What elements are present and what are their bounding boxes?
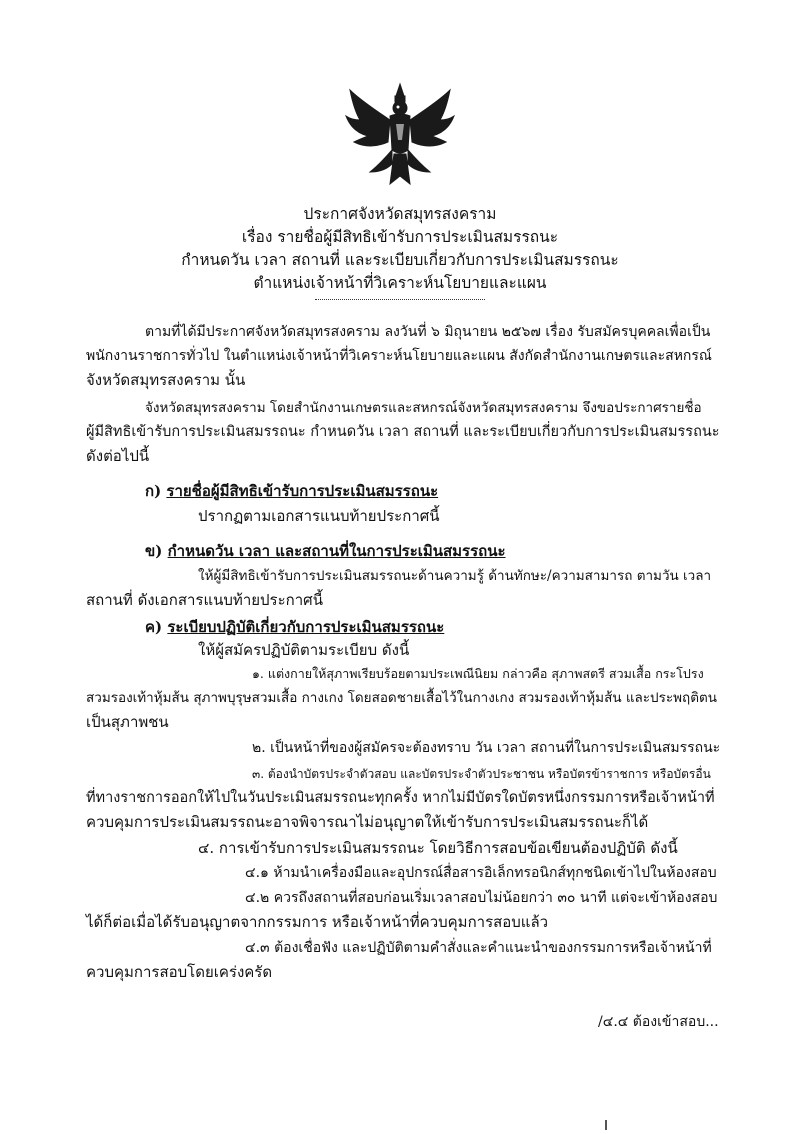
section-c-heading <box>145 615 444 639</box>
intro-p2-line1: จังหวัดสมุทรสงคราม โดยสำนักงานเกษตรและสหกรณ์จังหวัดสมุทรสงคราม จึงขอประกาศรายชื่อ <box>145 400 702 416</box>
section-b-body-line1: ให้ผู้มีสิทธิเข้ารับการประเมินสมรรถนะด้านความรู้ ด้านทักษะ/ความสามารถ ตามวัน เวลา <box>198 568 712 584</box>
section-b-heading <box>145 539 506 563</box>
header-line-1: ประกาศจังหวัดสมุทรสงคราม <box>303 205 497 223</box>
intro-p2-line2: ผู้มีสิทธิเข้ารับการประเมินสมรรถนะ กำหนดวัน เวลา สถานที่ และระเบียบเกี่ยวกับการประเมินสมรรถนะ <box>86 424 720 440</box>
header-line-3: กำหนดวัน เวลา สถานที่ และระเบียบเกี่ยวกับการประเมินสมรรถนะ <box>181 251 619 269</box>
header-line-2: เรื่อง รายชื่อผู้มีสิทธิเข้ารับการประเมินสมรรถนะ <box>241 228 559 246</box>
section-b-marker: ข) <box>145 542 168 560</box>
header-line-4: ตำแหน่งเจ้าหน้าที่วิเคราะห์นโยบายและแผน <box>253 274 547 292</box>
rule-4-3-line1: ๔.๓ ต้องเชื่อฟัง และปฏิบัติตามคำสั่งและคำแนะนำของกรรมการหรือเจ้าหน้าที่ <box>245 940 712 956</box>
header-divider <box>315 299 485 300</box>
rule-1-line3: เป็นสุภาพชน <box>86 713 169 731</box>
section-c-intro: ให้ผู้สมัครปฏิบัติตามระเบียบ ดังนี้ <box>198 641 410 659</box>
section-b-title: กำหนดวัน เวลา และสถานที่ในการประเมินสมรรถนะ <box>167 542 506 560</box>
intro-p1-line1: ตามที่ได้มีประกาศจังหวัดสมุทรสงคราม ลงวันที่ ๖ มิถุนายน ๒๕๖๗ เรื่อง รับสมัครบุคคลเพื่อเป็น <box>145 324 711 340</box>
section-a-marker: ก) <box>145 482 167 500</box>
rule-4-2-line2: ได้ก็ต่อเมื่อได้รับอนุญาตจากกรรมการ หรือเจ้าหน้าที่ควบคุมการสอบแล้ว <box>86 913 549 931</box>
rule-4-2-line1: ๔.๒ ควรถึงสถานที่สอบก่อนเริ่มเวลาสอบไม่น้อยกว่า ๓๐ นาที แต่จะเข้าห้องสอบ <box>245 890 718 906</box>
rule-3-line3: ควบคุมการประเมินสมรรถนะอาจพิจารณาไม่อนุญาตให้เข้ารับการประเมินสมรรถนะก็ได้ <box>86 813 649 831</box>
rule-4-3-line2: ควบคุมการสอบโดยเคร่งครัด <box>86 963 273 981</box>
section-a-title: รายชื่อผู้มีสิทธิเข้ารับการประเมินสมรรถนะ <box>166 482 439 500</box>
rule-3-line2: ที่ทางราชการออกให้ไปในวันประเมินสมรรถนะทุกครั้ง หากไม่มีบัตรใดบัตรหนึ่งกรรมการหรือเจ้าหน้าที่ <box>86 790 715 806</box>
garuda-emblem-icon <box>340 80 460 190</box>
rule-4-1: ๔.๑ ห้ามนำเครื่องมือและอุปกรณ์สื่อสารอิเล็กทรอนิกส์ทุกชนิดเข้าไปในห้องสอบ <box>245 865 717 881</box>
section-b-body-line2: สถานที่ ดังเอกสารแนบท้ายประกาศนี้ <box>86 591 323 609</box>
section-c-title: ระเบียบปฏิบัติเกี่ยวกับการประเมินสมรรถนะ <box>167 618 445 636</box>
rule-1-line1: ๑. แต่งกายให้สุภาพเรียบร้อยตามประเพณีนิยม กล่าวคือ สุภาพสตรี สวมเสื้อ กระโปรง <box>252 666 704 681</box>
rule-4: ๔. การเข้ารับการประเมินสมรรถนะ โดยวิธีการสอบข้อเขียนต้องปฏิบัติ ดังนี้ <box>198 839 678 857</box>
section-c-marker: ค) <box>145 618 168 636</box>
rule-3-line1: ๓. ต้องนำบัตรประจำตัวสอบ และบัตรประจำตัวประชาชน หรือบัตรข้าราชการ หรือบัตรอื่น <box>252 767 711 781</box>
section-a-body: ปรากฏตามเอกสารแนบท้ายประกาศนี้ <box>198 507 440 525</box>
intro-p1-line3: จังหวัดสมุทรสงคราม นั้น <box>86 371 246 389</box>
scan-mark <box>605 1120 607 1130</box>
continuation-note: /๔.๔ ต้องเข้าสอบ... <box>598 1014 719 1030</box>
rule-2: ๒. เป็นหน้าที่ของผู้สมัครจะต้องทราบ วัน เวลา สถานที่ในการประเมินสมรรถนะ <box>252 740 721 756</box>
intro-p2-line3: ดังต่อไปนี้ <box>86 447 150 465</box>
section-a-heading <box>145 479 438 503</box>
rule-1-line2: สวมรองเท้าหุ้มส้น สุภาพบุรุษสวมเสื้อ กางเกง โดยสอดชายเสื้อไว้ในกางเกง สวมรองเท้าหุ้มส้น และประพฤติตน <box>86 690 717 706</box>
intro-p1-line2: พนักงานราชการทั่วไป ในตำแหน่งเจ้าหน้าที่วิเคราะห์นโยบายและแผน สังกัดสำนักงานเกษตรและสหกรณ์ <box>86 348 712 364</box>
